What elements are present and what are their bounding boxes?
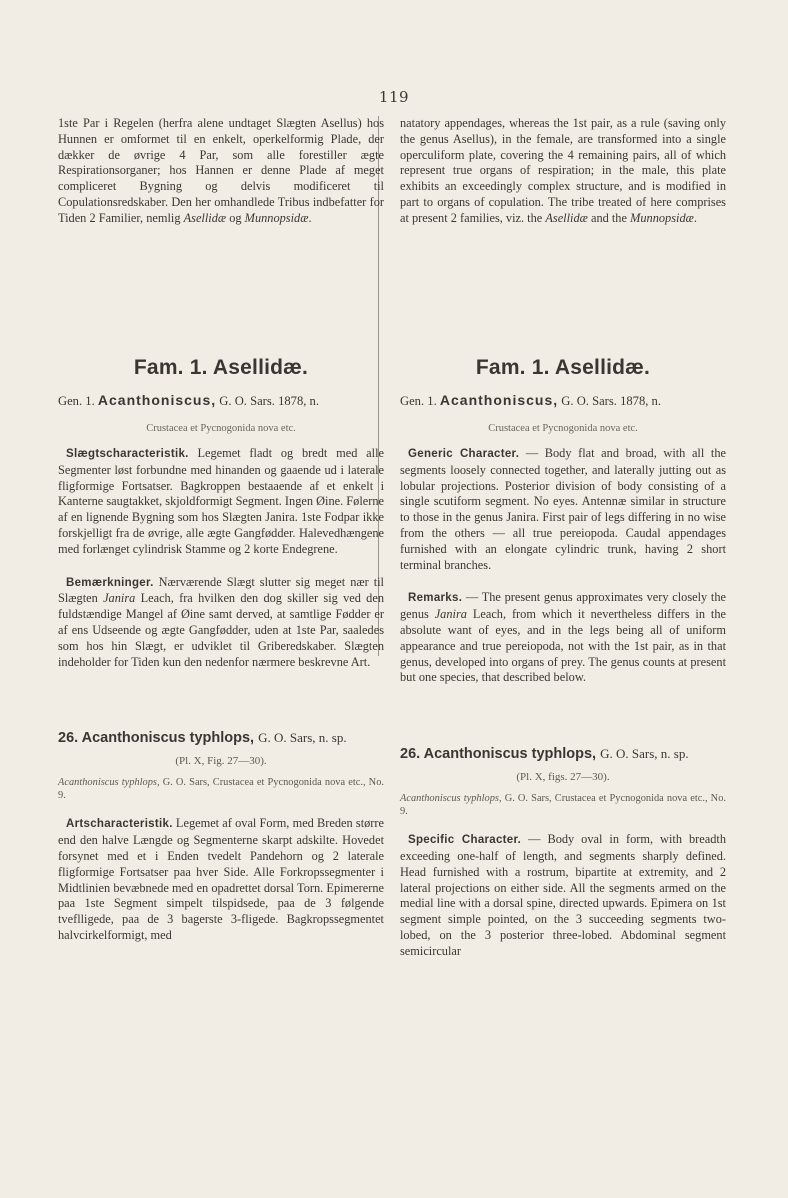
right-intro-family-2: Munnopsidæ: [630, 210, 694, 225]
left-intro-family-1: Asellidæ: [183, 210, 227, 225]
page-number: 119: [378, 88, 410, 106]
right-intro-block: [400, 116, 726, 356]
right-intro-family-1: Asellidæ: [545, 210, 588, 225]
left-genus-reference: Crustacea et Pycnogonida nova etc.: [146, 423, 296, 434]
right-synonymy: Acanthoniscus typhlops, G. O. Sars, Crustacea et Pycnogonida nova etc., No. 9.: [400, 793, 726, 818]
right-generic-character: Generic Character. — Body flat and broad, with all the segments loosely connected together, and laterally jutting out as lobular projections. Posterior division of body consisting of a single scutiform segment. No eyes. Antennæ similar in structure to those in the genus Janira. First pair of legs differing in no wise from the others — all true pereiopoda. Caudal appendages furnished with an elongate cylindric trunk, having 2 short terminal branches.: [400, 446, 726, 572]
left-species-title: 26. Acanthoniscus typhlops, G. O. Sars, n. sp.: [58, 730, 347, 747]
left-plate-reference: (Pl. X, Fig. 27—30).: [175, 755, 267, 768]
right-intro-paragraph: natatory appendages, whereas the 1st pair, as a rule (saving only the genus Asellus), in the female, are transformed into a single operculiform plate, covering the 4 remaining pairs, all of which represent true organs of respiration; in the male, this plate exhibits an exceedingly complex structure, and is modified in part to organs of copulation. The tribe treated of here comprises at present 2 families, viz. the Asellidæ and the Munnopsidæ.: [400, 116, 726, 225]
left-intro-paragraph: 1ste Par i Regelen (herfra alene undtaget Slægten Asellus) hos Hunnen er omformet til en enkelt, operkelformig Plade, der dækker de øvrige 4 Par, som alle forestiller ægte Respirationsorganer; hos Hannen er denne Plade af meget compliceret Bygning og delvis modificeret til Copulationsredskaber. Den her omhandlede Tribus indbefatter for Tiden 2 Familier, nemlig Asellidæ og Munnopsidæ.: [58, 116, 384, 225]
right-species-title: 26. Acanthoniscus typhlops, G. O. Sars, n. sp.: [400, 746, 689, 763]
left-genus-line: Gen. 1. Acanthoniscus, G. O. Sars. 1878, n.: [58, 392, 319, 408]
right-column: [400, 116, 726, 960]
right-remarks: Remarks. — The present genus approximates very closely the genus Janira Leach, from which it nevertheless differs in the absolute want of eyes, and in the legs being all of uniform appearance and true pereiopoda, not with the 1st pair, as in that genus, developed into organs of prey. The genus counts at present but one species, that described below.: [400, 590, 726, 685]
right-genus-line: Gen. 1. Acanthoniscus, G. O. Sars. 1878, n.: [400, 392, 661, 408]
left-column: [58, 116, 384, 944]
left-genus-name: Acanthoniscus,: [97, 392, 217, 408]
left-family-title: Fam. 1. Asellidæ.: [133, 356, 309, 379]
left-intro-block: [58, 116, 384, 356]
left-remarks: Bemærkninger. Nærværende Slægt slutter sig meget nær til Slægten Janira Leach, fra hvilken den dog skiller sig ved den fuldstændige Mangel af Øine samt derved, at samtlige Fødder er af ens Udseende og ægte Gangfødder, uden at 1ste Par, saaledes som hos hin Slægt, er udviklet til Griberedskaber. Slægten indeholder for Tiden kun den nedenfor nærmere beskrevne Art.: [58, 574, 384, 669]
left-synonymy: Acanthoniscus typhlops, G. O. Sars, Crustacea et Pycnogonida nova etc., No. 9.: [58, 777, 384, 802]
right-plate-reference: (Pl. X, figs. 27—30).: [516, 771, 610, 784]
right-genus-name: Acanthoniscus,: [439, 392, 559, 408]
right-specific-character: Specific Character. — Body oval in form, with breadth exceeding one-half of length, and segments sharply defined. Head furnished with a rostrum, bipartite at extremity, and 2 lateral projections on either side. All the segments armed on the medial line with a dorsal spine, directed upwards. Epimera on 1st segment simple pointed, on the 3 succeeding segments two-lobed, on the 3 posterior three-lobed. Abdominal segment semicircular: [400, 832, 726, 958]
left-generic-character: Slægtscharacteristik. Legemet fladt og bredt med alle Segmenter løst forbundne med hinanden og gaaende ud i laterale fligformige Fortsatser. Bagkroppen bestaaende af et enkelt i Kanterne saugtakket, skjoldformigt Segment. Ingen Øine. Følerne af en lignende Bygning som hos Slægten Janira. 1ste Fodpar ikke forskjelligt fra de øvrige, alle ægte Gangfødder. Halevedhængene med forlænget cylindrisk Stamme og 2 korte Endegrene.: [58, 446, 385, 556]
left-specific-character: Artscharacteristik. Legemet af oval Form, med Breden større end den halve Længde og Segmenterne skarpt adskilte. Hovedet forsynet med et i Enden tvedelt Pandehorn og 2 laterale fligformige Fortsatser paa hver Side. Alle Forkropssegmenter i Midtlinien bevæbnede med en opadrettet dorsal Torn. Epimererne paa 1ste Segment simpelt tilspidsede, paa de 3 følgende tveflligede, paa de 3 bagerste 3-fligede. Bagkropssegmentet halvcirkelformigt, med: [58, 816, 385, 942]
left-intro-family-2: Munnopsidæ: [244, 210, 309, 225]
right-family-title: Fam. 1. Asellidæ.: [475, 356, 651, 379]
right-genus-reference: Crustacea et Pycnogonida nova etc.: [488, 423, 638, 434]
